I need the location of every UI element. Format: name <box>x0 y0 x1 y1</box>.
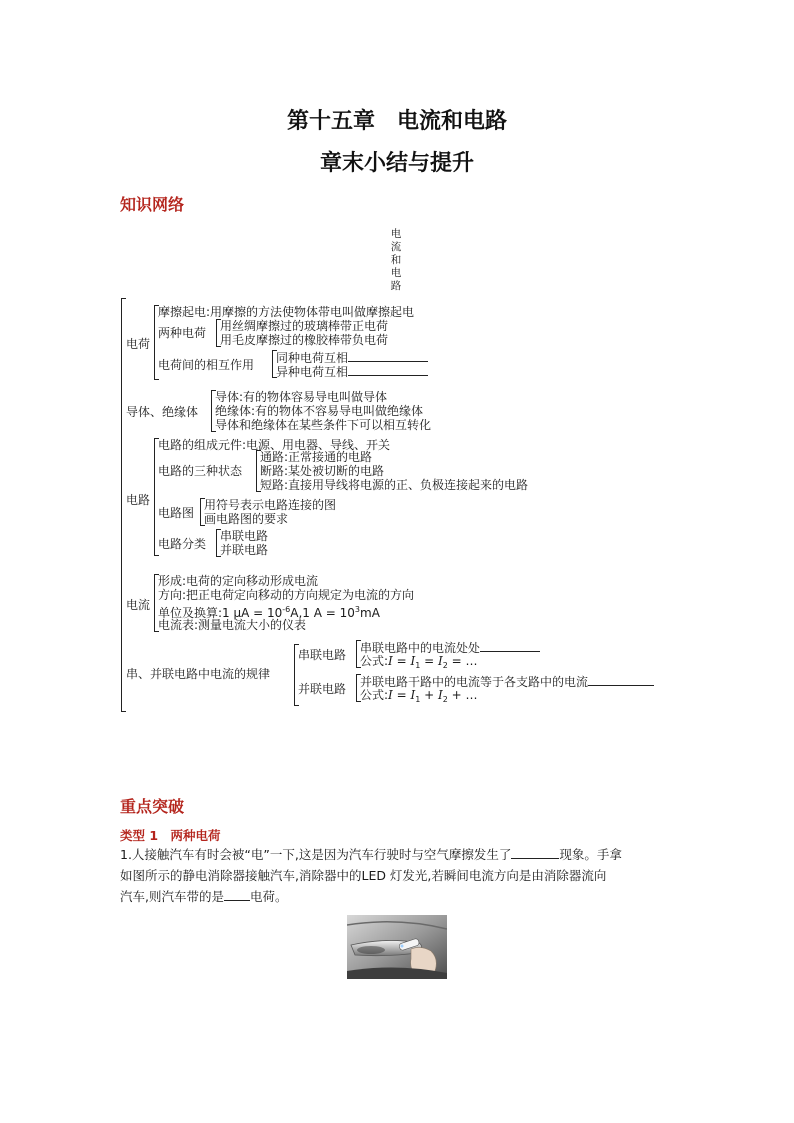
types-brace <box>216 529 217 557</box>
charge-interaction-2 <box>276 364 428 379</box>
type-label: 类型 1 两种电荷 <box>120 828 221 843</box>
section-heading-knowledge-network: 知识网络 <box>120 195 185 214</box>
question-1-line-2: 如图所示的静电消除器接触汽车,消除器中的LED 灯发光,若瞬间电流方向是由消除器流向 <box>120 868 607 883</box>
root-char: 电 <box>390 228 402 240</box>
circuit-state-2: 断路:某处被切断的电路 <box>260 464 385 478</box>
circuit-diagram-1: 用符号表示电路连接的图 <box>204 498 337 512</box>
circuit-brace <box>154 438 155 556</box>
q1-line3b: 电荷。 <box>249 889 288 904</box>
answer-blank[interactable] <box>480 640 540 652</box>
circuit-state-3: 短路:直接用导线将电源的正、负极连接起来的电路 <box>260 478 529 492</box>
circuit-diagram-label: 电路图 <box>158 506 195 520</box>
unit-mid: A,1 A = 10 <box>290 606 355 620</box>
parallel-1-text: 并联电路干路中的电流等于各支路中的电流 <box>360 675 589 689</box>
car-door-static-eliminator-image <box>347 915 447 979</box>
interaction-1-text: 同种电荷互相 <box>276 351 349 365</box>
charge-two-kinds-2: 用毛皮摩擦过的橡胶棒带负电荷 <box>220 333 389 347</box>
charge-interaction-label: 电荷间的相互作用 <box>158 358 255 372</box>
branch-charge-label: 电荷 <box>126 337 151 351</box>
laws-parallel-formula: 公式:I = $I_1 + I_2$ + … <box>360 688 478 704</box>
question-1-line-3 <box>120 886 622 907</box>
interaction-2-text: 异种电荷互相 <box>276 365 349 379</box>
conductor-item-3: 导体和绝缘体在某些条件下可以相互转化 <box>215 418 432 432</box>
charge-two-kinds-label: 两种电荷 <box>158 326 207 340</box>
answer-blank[interactable] <box>588 674 654 686</box>
question-1-line-1 <box>120 844 622 865</box>
conductor-brace <box>211 390 212 432</box>
unit-exponent: 3 <box>354 605 361 614</box>
page-subtitle: 章末小结与提升 <box>319 150 474 176</box>
page-title: 第十五章 电流和电路 <box>286 108 507 134</box>
series-1-text: 串联电路中的电流处处 <box>360 641 481 655</box>
current-formation: 形成:电荷的定向移动形成电流 <box>158 574 319 588</box>
unit-suffix: mA <box>360 606 380 620</box>
circuit-type-1: 串联电路 <box>220 529 269 543</box>
q1-part2: 现象。手拿 <box>559 847 622 862</box>
two-kinds-brace <box>216 319 217 347</box>
current-direction: 方向:把正电荷定向移动的方向规定为电流的方向 <box>158 588 415 602</box>
charge-friction: 摩擦起电:用摩擦的方法使物体带电叫做摩擦起电 <box>158 305 415 319</box>
branch-current-label: 电流 <box>126 598 151 612</box>
charge-two-kinds-1: 用丝绸摩擦过的玻璃棒带正电荷 <box>220 319 389 333</box>
laws-brace <box>294 644 295 706</box>
diagram-brace <box>200 498 201 526</box>
series-formula-prefix: 公式: <box>360 654 389 668</box>
circuit-types-label: 电路分类 <box>158 537 207 551</box>
section-heading-key-points: 重点突破 <box>120 797 185 816</box>
current-brace <box>154 574 155 632</box>
branch-circuit-label: 电路 <box>126 493 151 507</box>
branch-conductor-label: 导体、绝缘体 <box>126 405 199 419</box>
parallel-formula-prefix: 公式: <box>360 688 389 702</box>
q1-part1: 1.人接触汽车有时会被“电”一下,这是因为汽车行驶时与空气摩擦发生了 <box>120 847 512 862</box>
answer-blank[interactable] <box>511 847 559 859</box>
charge-interaction-1 <box>276 350 428 365</box>
conductor-item-2: 绝缘体:有的物体不容易导电叫做绝缘体 <box>215 404 424 418</box>
interaction-brace <box>272 350 273 378</box>
root-char: 流 <box>390 241 402 253</box>
branch-laws-label: 串、并联电路中电流的规律 <box>126 667 271 681</box>
states-brace <box>256 450 257 492</box>
circuit-diagram-2: 画电路图的要求 <box>204 512 289 526</box>
root-char: 路 <box>390 280 402 292</box>
laws-series-formula: 公式:I = $I_1 = I_2$ = … <box>360 654 478 670</box>
series-brace <box>356 640 357 668</box>
parallel-brace <box>356 674 357 702</box>
laws-parallel-1 <box>360 674 654 689</box>
mindmap-root-title <box>389 228 403 293</box>
photo-illustration <box>347 915 447 979</box>
answer-blank[interactable] <box>348 350 428 362</box>
conductor-item-1: 导体:有的物体容易导电叫做导体 <box>215 390 388 404</box>
unit-prefix: 单位及换算:1 μA = 10 <box>158 606 283 620</box>
answer-blank[interactable] <box>348 364 428 376</box>
answer-blank[interactable] <box>224 889 250 901</box>
q1-line3a: 汽车,则汽车带的是 <box>120 889 224 904</box>
circuit-type-2: 并联电路 <box>220 543 269 557</box>
laws-parallel-label: 并联电路 <box>298 682 347 696</box>
circuit-components: 电路的组成元件:电源、用电器、导线、开关 <box>158 438 391 452</box>
circuit-states-label: 电路的三种状态 <box>158 464 243 478</box>
root-brace <box>121 298 122 712</box>
charge-brace <box>154 305 155 380</box>
current-meter: 电流表:测量电流大小的仪表 <box>158 618 307 632</box>
unit-exponent: -6 <box>282 605 291 614</box>
laws-series-label: 串联电路 <box>298 648 347 662</box>
question-1 <box>120 844 622 907</box>
root-char: 电 <box>390 267 402 279</box>
laws-series-1 <box>360 640 540 655</box>
circuit-state-1: 通路:正常接通的电路 <box>260 450 373 464</box>
root-char: 和 <box>390 254 402 266</box>
